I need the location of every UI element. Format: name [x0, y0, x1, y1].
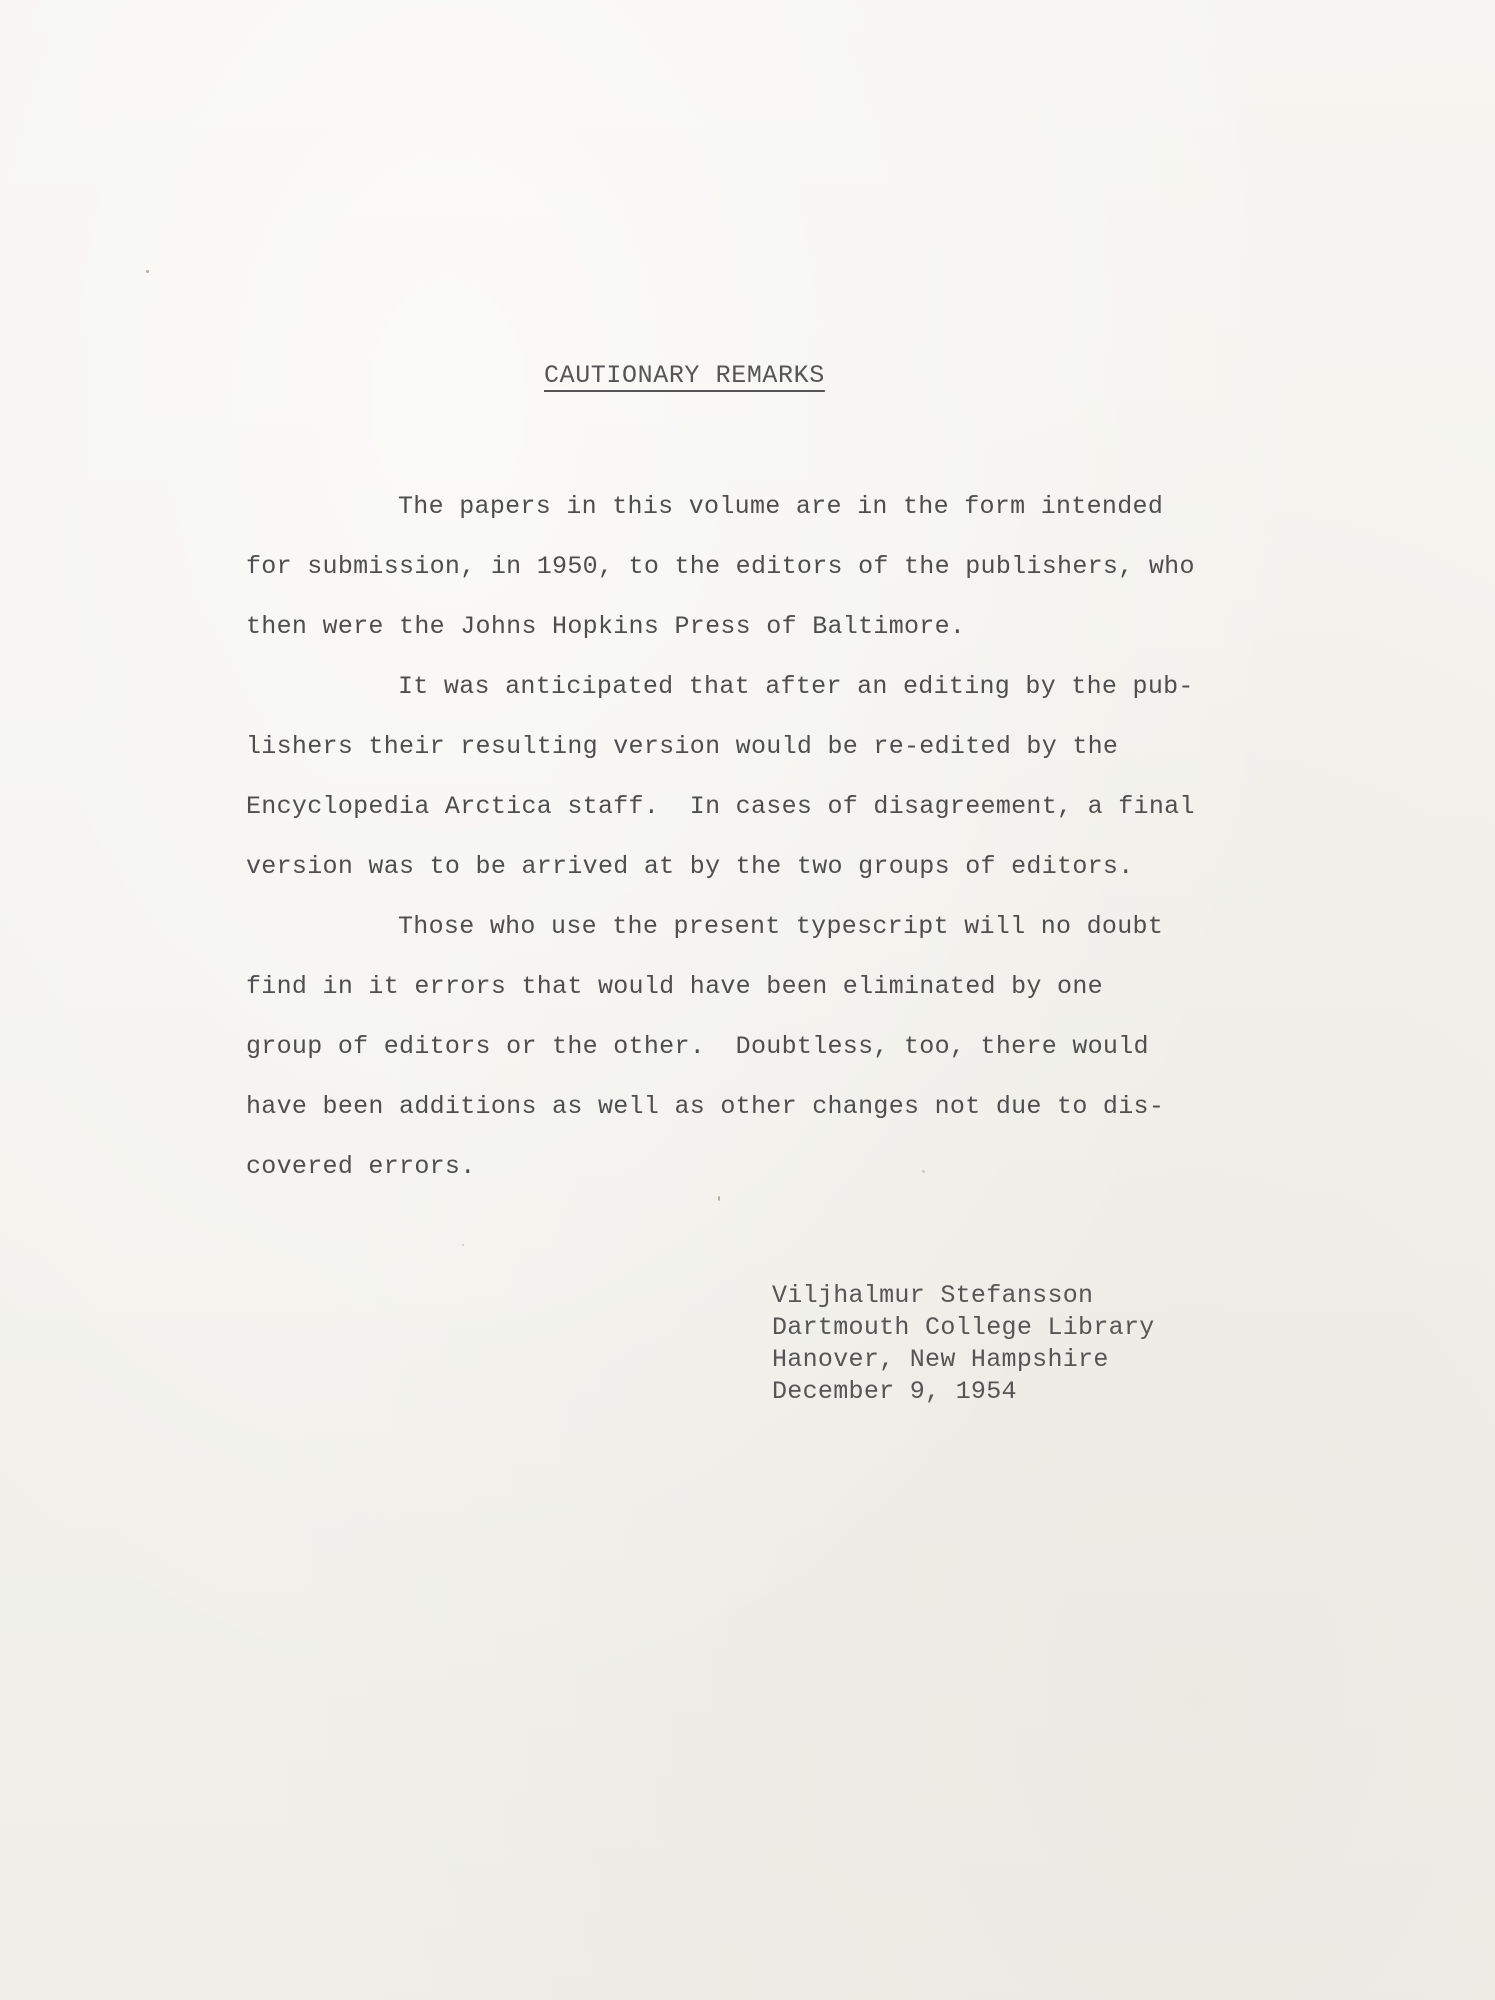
- paper-speck: [146, 270, 149, 273]
- text-line: for submission, in 1950, to the editors of the publishers, who: [246, 552, 1195, 581]
- paragraph: [246, 477, 1246, 657]
- signature-date: December 9, 1954: [772, 1377, 1017, 1406]
- text-line: find in it errors that would have been eliminated by one: [246, 972, 1103, 1001]
- text-line: group of editors or the other. Doubtless, too, there would: [246, 1032, 1149, 1061]
- document-title: CAUTIONARY REMARKS: [544, 361, 825, 390]
- paragraph: [246, 897, 1246, 1197]
- text-line: lishers their resulting version would be re-edited by the: [246, 732, 1119, 761]
- signature-name: Viljhalmur Stefansson: [772, 1281, 1094, 1310]
- document-body: [246, 477, 1246, 1197]
- text-line: have been additions as well as other changes not due to dis-: [246, 1092, 1165, 1121]
- text-line: The papers in this volume are in the form intended: [398, 492, 1164, 521]
- text-line: It was anticipated that after an editing by the pub-: [398, 672, 1194, 701]
- text-line: Those who use the present typescript will no doubt: [398, 912, 1164, 941]
- text-line: covered errors.: [246, 1152, 476, 1181]
- text-line: then were the Johns Hopkins Press of Baltimore.: [246, 612, 966, 641]
- signature-institution: Dartmouth College Library: [772, 1313, 1155, 1342]
- paper-speck: [462, 1244, 464, 1246]
- text-line: version was to be arrived at by the two groups of editors.: [246, 852, 1134, 881]
- text-line: Encyclopedia Arctica staff. In cases of disagreement, a final: [246, 792, 1195, 821]
- signature-block: [772, 1280, 1155, 1408]
- signature-location: Hanover, New Hampshire: [772, 1345, 1109, 1374]
- paragraph: [246, 657, 1246, 897]
